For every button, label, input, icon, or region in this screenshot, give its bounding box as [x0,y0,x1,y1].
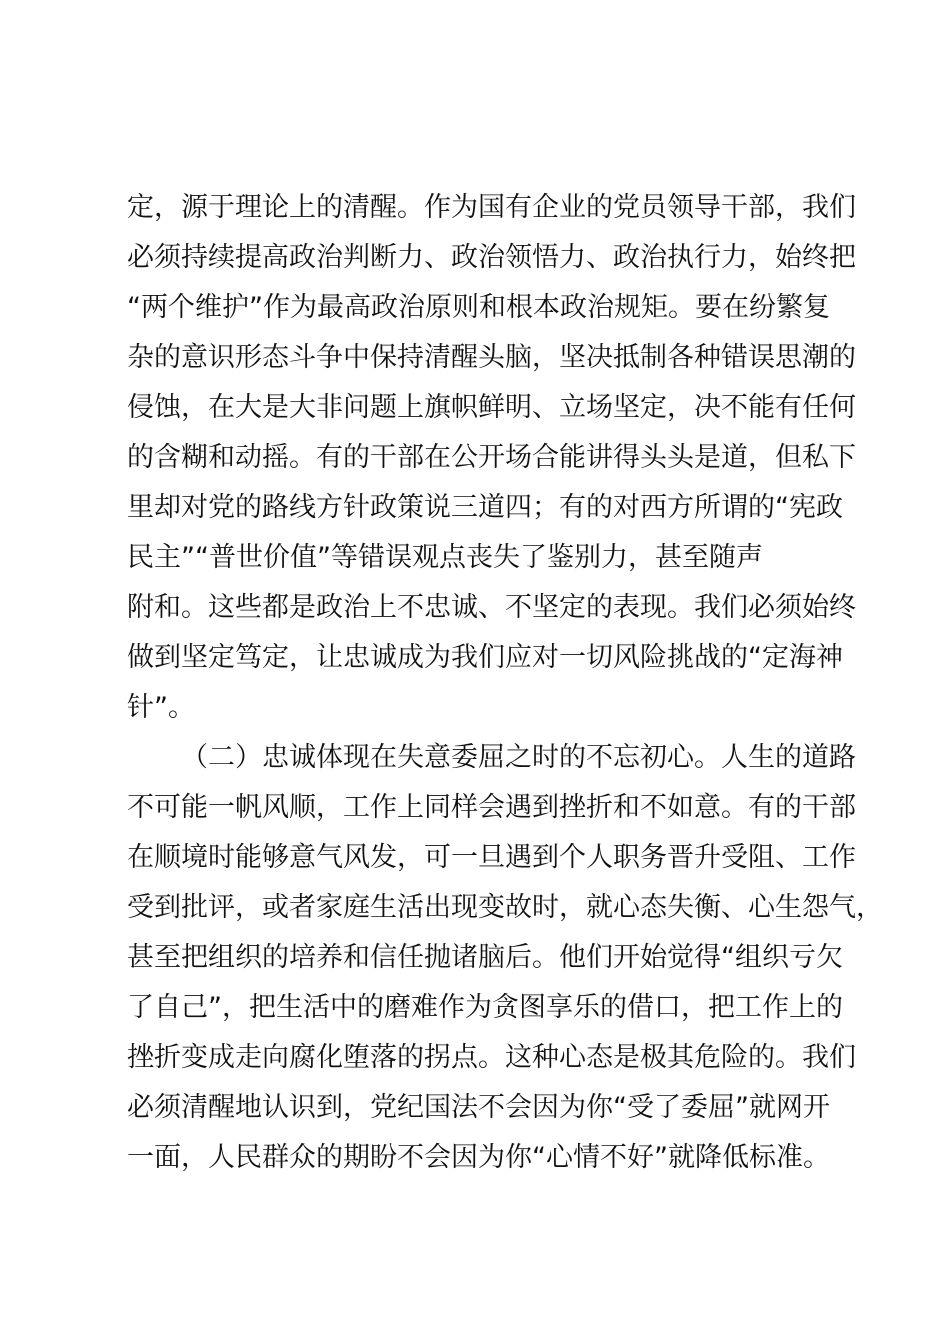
text-line: 定，源于理论上的清醒。作为国有企业的党员领导干部，我们 [127,192,856,223]
text-line: 甚至把组织的培养和信任抛诸脑后。他们开始觉得“组织亏欠 [127,942,843,973]
text-line: 民主”“普世价值”等错误观点丧失了鉴别力，甚至随声 [127,542,763,573]
text-line: 附和。这些都是政治上不忠诚、不坚定的表现。我们必须始终 [127,592,856,623]
text-line: 必须清醒地认识到，党纪国法不会因为你“受了委屈”就网开 [127,1092,830,1123]
text-line: 杂的意识形态斗争中保持清醒头脑，坚决抵制各种错误思潮的 [127,342,856,373]
body-text [127,183,883,1183]
text-line: 做到坚定笃定，让忠诚成为我们应对一切风险挑战的“定海神 [127,642,843,673]
text-line: 受到批评，或者家庭生活出现变故时，就心态失衡、心生怨气， [127,892,883,923]
text-line: 侵蚀，在大是大非问题上旗帜鲜明、立场坚定，决不能有任何 [127,392,856,423]
text-line: 挫折变成走向腐化堕落的拐点。这种心态是极其危险的。我们 [127,1042,856,1073]
text-line: 不可能一帆风顺，工作上同样会遇到挫折和不如意。有的干部 [127,792,856,823]
text-line: 必须持续提高政治判断力、政治领悟力、政治执行力，始终把 [127,242,856,273]
text-line: 针”。 [127,692,195,723]
text-line: 在顺境时能够意气风发，可一旦遇到个人职务晋升受阻、工作 [127,842,856,873]
section-heading-line: （二）忠诚体现在失意委屈之时的不忘初心。人生的道路 [181,742,856,773]
text-line: “两个维护”作为最高政治原则和根本政治规矩。要在纷繁复 [127,292,830,323]
text-line: 一面，人民群众的期盼不会因为你“心情不好”就降低标准。 [127,1142,830,1173]
text-line: 了自己”，把生活中的磨难作为贪图享乐的借口，把工作上的 [127,992,843,1023]
text-line: 的含糊和动摇。有的干部在公开场合能讲得头头是道，但私下 [127,442,856,473]
text-line: 里却对党的路线方针政策说三道四；有的对西方所谓的“宪政 [127,492,843,523]
